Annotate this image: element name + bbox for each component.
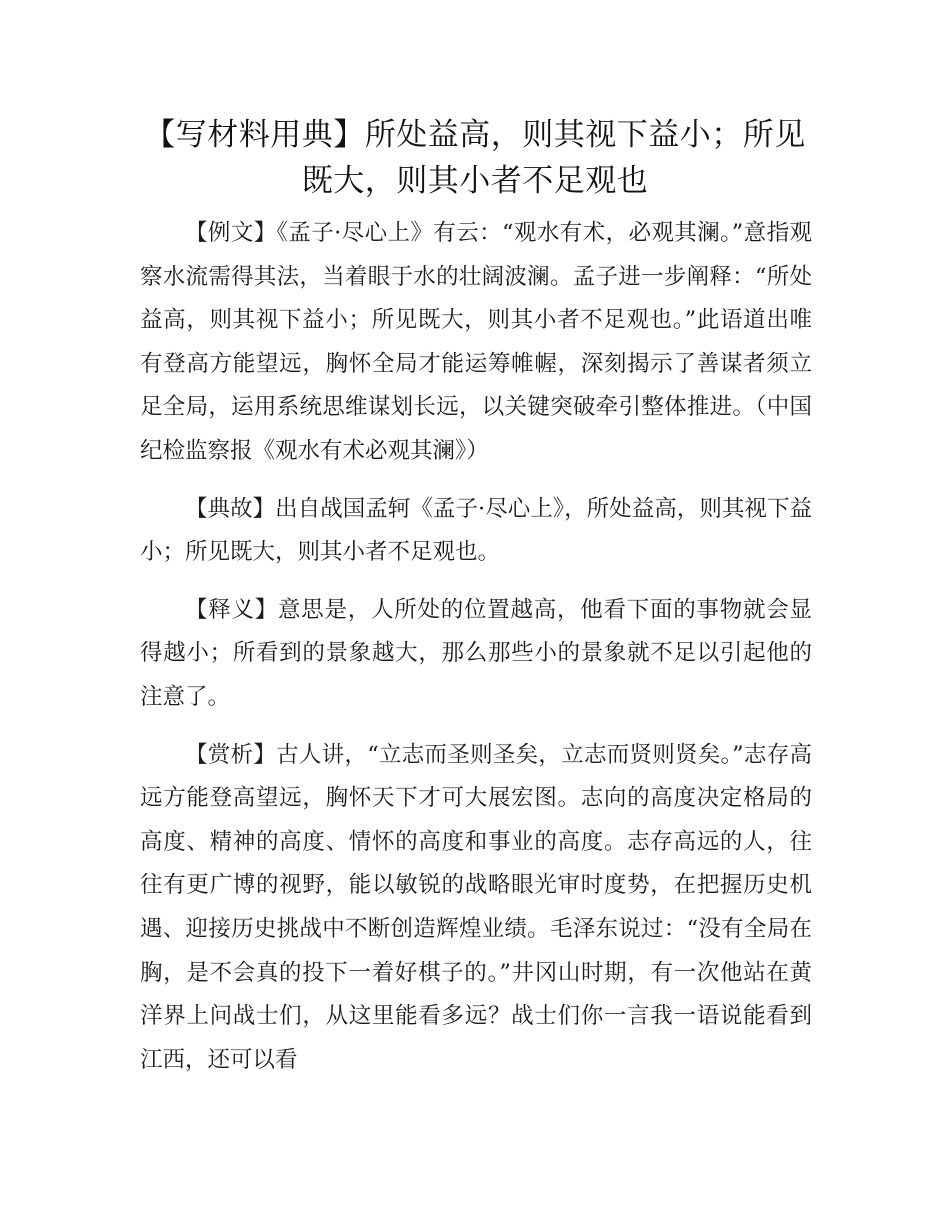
document-title: 【写材料用典】所处益高，则其视下益小；所见既大，则其小者不足观也 [144,117,806,199]
paragraph-example [140,212,812,474]
paragraph-text: 出自战国孟轲《孟子·尽心上》，所处益高，则其视下益小；所见既大，则其小者不足观也。 [140,495,812,566]
paragraph-appreciation [140,734,812,1083]
paragraph-meaning [140,589,812,720]
paragraph-text: 意思是，人所处的位置越高，他看下面的事物就会显得越小；所看到的景象越大，那么那些小的景象就不足以引起他的注意了。 [140,596,812,710]
paragraph-tag: 【典故】 [185,495,276,522]
paragraph-tag: 【释义】 [185,596,278,623]
paragraph-text: 《孟子·尽心上》有云：“观水有术，必观其澜。”意指观察水流需得其法，当着眼于水的壮阔波澜。孟子进一步阐释：“所处益高，则其视下益小；所见既大，则其小者不足观也。”此语道出唯有登高方能望远，胸怀全局才能运筹帷幄，深刻揭示了善谋者须立足全局，运用系统思维谋划长远，以关键突破牵引整体推进。（中国纪检监察报《观水有术必观其澜》） [140,220,812,464]
paragraph-text: 古人讲，“立志而圣则圣矣，立志而贤则贤矣。”志存高远方能登高望远，胸怀天下才可大展宏图。志向的高度决定格局的高度、精神的高度、情怀的高度和事业的高度。志存高远的人，往往有更广博的视野，能以敏锐的战略眼光审时度势，在把握历史机遇、迎接历史挑战中不断创造辉煌业绩。毛泽东说过：“没有全局在胸，是不会真的投下一着好棋子的。”井冈山时期，有一次他站在黄洋界上问战士们，从这里能看多远？战士们你一言我一语说能看到江西，还可以看 [140,741,812,1073]
paragraph-allusion [140,488,812,575]
paragraph-tag: 【例文】 [185,220,277,246]
document-body [140,212,812,1082]
paragraph-tag: 【赏析】 [185,741,277,768]
